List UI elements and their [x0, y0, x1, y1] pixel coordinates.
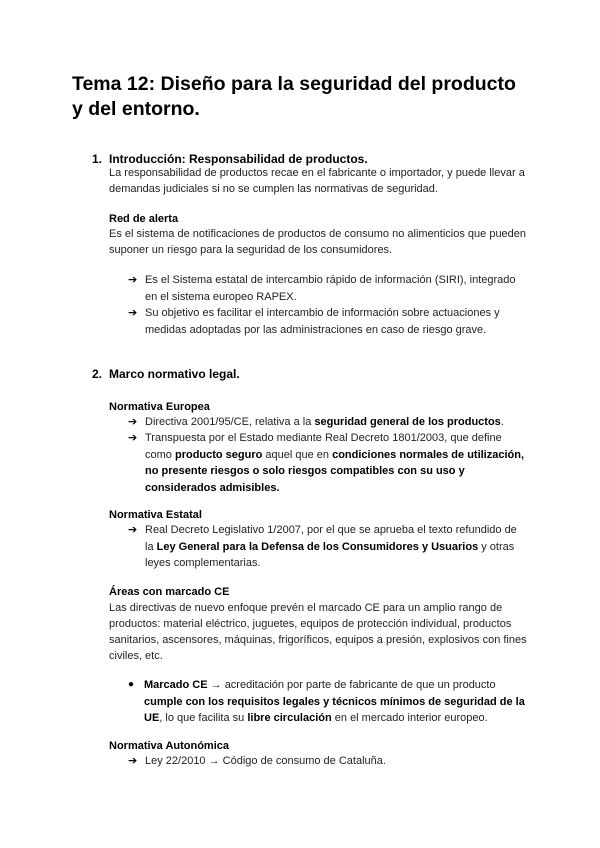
section-1-title-text: Introducción: Responsabilidad de productos. — [109, 152, 368, 166]
arrow-icon: ➔ — [128, 432, 138, 444]
list-item: ➔ Ley 22/2010 → Código de consumo de Cataluña. — [128, 753, 528, 770]
red-alerta-text: Es el sistema de notificaciones de productos de consumo no alimenticios que pueden suponer un riesgo para la seguridad de los consumidores. — [109, 228, 527, 256]
section-2-title-text: Marco normativo legal. — [109, 367, 240, 381]
arrow-icon: ➔ — [128, 524, 138, 536]
list-item: ➔ Directiva 2001/95/CE, relativa a la seguridad general de los productos. — [128, 414, 528, 431]
arrow-icon: ➔ — [128, 755, 138, 767]
section-1-number: 1. — [92, 152, 103, 166]
bullet-icon: ● — [128, 679, 135, 690]
arrow-icon: ➔ — [128, 307, 138, 319]
normativa-autonomica-heading: Normativa Autonómica — [109, 740, 230, 752]
section-2-title — [92, 366, 240, 382]
list-item: ➔ Es el Sistema estatal de intercambio rápido de información (SIRI), integrado en el sistema europeo RAPEX. — [128, 274, 516, 303]
list-item: ➔ Transpuesta por el Estado mediante Real Decreto 1801/2003, que define como producto seguro aquel que en condiciones normales de utilización, no presente riesgos o solo riesgos compatibles con su uso y considerados admisibles. — [128, 432, 525, 494]
list-item: ● Marcado CE → acreditación por parte de fabricante de que un producto cumple con los requisitos legales y técnicos mínimos de seguridad de la UE, lo que facilita su libre circulación en el mercado interior europeo. — [128, 679, 525, 724]
red-alerta-heading: Red de alerta — [109, 213, 179, 225]
page-title: Tema 12: Diseño para la seguridad del producto y del entorno. — [72, 73, 516, 120]
areas-ce-text: Las directivas de nuevo enfoque prevén el marcado CE para un amplio rango de productos: material eléctrico, juguetes, equipos de protección individual, productos sanitarios, ascensores, máquinas, frigoríficos, equipos a presión, explosivos con fines civiles, etc. — [109, 602, 527, 662]
list-item: ➔ Su objetivo es facilitar el intercambio de información sobre actuaciones y medidas adoptadas por las administraciones en caso de riesgo grave. — [128, 307, 500, 336]
list-item: ➔ Real Decreto Legislativo 1/2007, por el que se aprueba el texto refundido de la Ley General para la Defensa de los Consumidores y Usuarios y otras leyes complementarias. — [128, 524, 517, 569]
arrow-icon: ➔ — [128, 416, 138, 428]
section-2-number: 2. — [92, 367, 103, 381]
normativa-europea-heading: Normativa Europea — [109, 401, 210, 413]
section-1-intro: La responsabilidad de productos recae en el fabricante o importador, y puede llevar a demandas judiciales si no se cumplen las normativas de seguridad. — [109, 167, 525, 195]
normativa-estatal-heading: Normativa Estatal — [109, 509, 202, 521]
areas-ce-heading: Áreas con marcado CE — [109, 586, 230, 598]
arrow-icon: ➔ — [128, 274, 138, 286]
